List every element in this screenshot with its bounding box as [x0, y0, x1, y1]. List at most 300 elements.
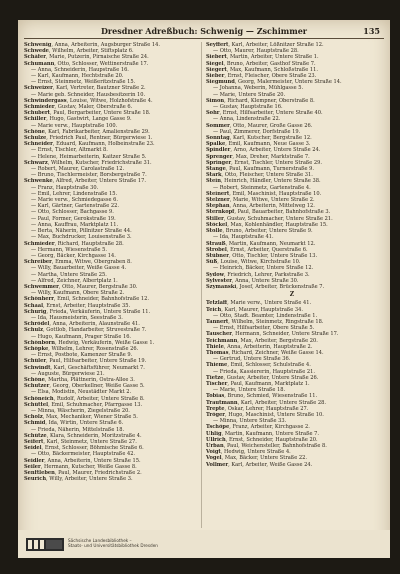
entry-details: Paul, Hilfsarbeiter, Untere Straße 19.: [49, 358, 147, 365]
directory-entry: Thiele, Anna, Arbeiterin, Hauptstraße 2.: [206, 343, 313, 350]
entry-surname: Stein: [206, 178, 221, 185]
entry-details: — Emil, Lehrer, Lindenstraße 15.: [31, 190, 118, 197]
entry-details: — Marie, Untere Straße 20.: [213, 91, 286, 98]
entry-details: Louise, Witwe, Kirchstraße 10.: [220, 259, 301, 266]
entry-details: Ernst, Fleischer, Obere Straße 23.: [227, 73, 317, 80]
entry-details: — Robert, Steinmetz, Gartenstraße 4.: [213, 184, 311, 191]
entry-details: — Ida, Hauptstraße 41.: [213, 234, 274, 241]
entry-surname: Senftleben: [24, 470, 55, 477]
directory-entry: Stiller, Gustav, Schuhmacher, Untere Straße 21.: [206, 215, 333, 222]
entry-surname: Strobel: [206, 246, 227, 253]
entry-details: — Ernst, Hilfsarbeiter, Obere Straße 5.: [213, 325, 315, 332]
entry-surname: Seiler: [24, 463, 41, 470]
directory-entry: Schüttel, Emil, Schuhmacher, Pfarrgasse 13.: [24, 401, 143, 408]
directory-entry: Stöckel, Max, Kohlenhändler, Hauptstraße 15.: [206, 221, 328, 228]
footer-lines: [68, 538, 158, 548]
directory-entry: Sternkopf, Paul, Bauarbeiter, Bahnhofstraße 3.: [206, 209, 331, 216]
entry-surname: Sprenger: [206, 153, 233, 160]
entry-details: Georg, Oberkellner, Weiße Gasse 5.: [52, 383, 145, 390]
entry-surname: Seidel: [24, 445, 42, 452]
page-header: [18, 26, 390, 38]
entry-surname: Ullrich: [206, 436, 226, 443]
directory-entry: Sommer, Otto, Maurer, Große Gasse 26.: [206, 122, 313, 129]
page-number: 135: [363, 26, 380, 36]
directory-entry: Schmid, Ida, Wirtin, Untere Straße 6.: [24, 420, 124, 427]
entry-details: Georg, Malermeister, Untere Straße 14.: [238, 79, 342, 86]
entry-surname: Springer: [206, 159, 232, 166]
entry-surname: Stark: [206, 172, 222, 179]
entry-surname: Thomas: [206, 349, 229, 356]
directory-entry: Strauß, Martin, Kaufmann, Neumarkt 12.: [206, 240, 316, 247]
entry-details: — Robert, Maurer, Carolastraße 12.: [31, 166, 125, 173]
directory-entry: Trautmann, Karl, Arbeiter, Untere Straße 28.: [206, 399, 326, 406]
directory-entry: Teich, Karl, Maurer, Hauptstraße 34.: [206, 306, 304, 313]
entry-details: Paul, Kaufmann, Marktplatz 1.: [230, 380, 310, 387]
entry-details: — Max, Buchdrucker, Louisenstraße 3.: [31, 234, 132, 241]
directory-entry: Schönherr, Emil, Schneider, Bahnhofstraße 12.: [24, 296, 149, 303]
entry-details: — Marie verw., Schmiedegasse 6.: [31, 197, 118, 204]
directory-entry: Stein, Heinrich, Händler, Untere Straße 38.: [206, 178, 321, 185]
entry-surname: Schiller: [24, 116, 47, 123]
entry-details: — Minna, Wäscherin, Ziegelstraße 20.: [31, 407, 130, 414]
entry-details: Wilhelm, Arbeiter, Stiftsplatz 6.: [52, 48, 134, 55]
entry-details: Hedwig, Untere Straße 4.: [223, 449, 291, 456]
entry-details: Hermann, Schneider, Untere Straße 17.: [235, 331, 339, 338]
entry-details: Gottlob, Handarbeiter, Struvestraße 7.: [46, 327, 147, 334]
directory-entry: Schrödel, Anna, Arbeiterin, Alaunstraße 41.: [24, 321, 140, 328]
entry-surname: Sommer: [206, 122, 230, 129]
directory-entry: Schäfer, Marie, Putzerin, Pirnaische Straße 24.: [24, 54, 149, 61]
entry-details: Frieda, Verkäuferin, Untere Straße 11.: [49, 308, 151, 315]
entry-details: Karl, Geschäftsführer, Neumarkt 7.: [53, 364, 145, 371]
entry-details: Emil, Schuhmacher, Pfarrgasse 13.: [51, 401, 143, 408]
entry-details: — Helene, Heimarbeiterin, Kaitzer Straße 5.: [31, 153, 147, 160]
entry-details: — Elsa, Modistin, Neustädter Markt 2.: [31, 389, 132, 396]
right-column: [206, 42, 378, 468]
entry-surname: Schweizer: [24, 85, 53, 92]
directory-entry: Schwenke, Alfred, Arbeiter, Untere Straße 17.: [24, 178, 147, 185]
entry-details: Karl, Steinmetz, Untere Straße 27.: [46, 439, 137, 445]
entry-details: Hugo, Gastwirt, Lange Gasse 9.: [49, 116, 132, 123]
directory-entry: Thieme, Emil, Schlosser, Schulstraße 4.: [206, 362, 311, 369]
entry-details: — Bruno, Tischlermeister, Borsbergstraße 7.: [31, 172, 147, 179]
entry-surname: Schöne: [24, 128, 45, 135]
directory-entry: Spalke, Emil, Kaufmann, Neue Gasse 3.: [206, 141, 311, 148]
entry-details: Marie verw., Untere Straße 41.: [230, 300, 312, 307]
entry-details: Karl, Arbeiter, Weiße Gasse 24.: [231, 461, 313, 468]
entry-surname: Süß: [206, 259, 218, 266]
entry-details: — Marie geb. Schneider, Hausbesitzerin 10.: [31, 91, 146, 98]
directory-entry: Schweizer, Karl, Vertreter, Bautzner Straße 2.: [24, 85, 146, 92]
entry-surname: Trepte: [206, 405, 225, 412]
entry-details: — Anna, Kauffrau, Marktplatz 11.: [31, 221, 119, 228]
directory-entry: Tröger, Hugo, Maschinist, Untere Straße 10.: [206, 411, 324, 418]
entry-surname: Schäfer: [24, 54, 46, 61]
directory-entry: Seidel, Ernst, Schlosser, Böhmische Straße 6.: [24, 445, 144, 452]
entry-details: Martin, Kaufmann, Untere Straße 7.: [224, 430, 319, 437]
directory-entry: Schubert, Paul, Bergarbeiter, Untere Straße 18.: [24, 110, 151, 117]
entry-surname: Schönherr: [24, 296, 54, 303]
entry-details: Otto, Maurer, Bergstraße 30.: [62, 283, 138, 290]
directory-entry: Simon, Richard, Klempner, Oberstraße 8.: [206, 97, 315, 104]
entry-details: Anna, Arbeiterin, Mittelweg 12.: [232, 203, 315, 210]
directory-entry: Schaal, Ernst, Arbeiter, Hauptstraße 35.: [24, 302, 131, 309]
entry-details: Max, Bäcker, Untere Straße 22.: [224, 455, 307, 462]
directory-entry: Schwenig, Anna, Arbeiterin, Augsburger Straße 14.: [24, 42, 161, 48]
directory-entry: Schöpke, Wilhelm, Lehrer, Rosenstraße 26.: [24, 345, 139, 352]
entry-surname: Sieber: [206, 73, 225, 80]
directory-entry: Schulze, Friedrich Paul, Rentner, Bürgerwiese 1.: [24, 135, 153, 142]
entry-details: Emil, Schlosser, Schulstraße 4.: [230, 362, 311, 369]
entry-details: Louise, Witwe, Holzhofstraße 4.: [69, 97, 153, 104]
entry-surname: Schwenig: [24, 42, 52, 48]
entry-details: Hermann, Kutscher, Weiße Gasse 8.: [43, 463, 137, 470]
entry-surname: Sohr: [206, 110, 220, 117]
entry-surname: Tauscher: [206, 331, 232, 338]
directory-entry: Uhlig, Martin, Kaufmann, Untere Straße 7.: [206, 430, 319, 437]
directory-entry: Schulz, Gottlob, Handarbeiter, Struvestraße 7.: [24, 327, 147, 334]
entry-details: — Paul, Zimmerer, Dorfstraße 19.: [213, 128, 301, 135]
directory-entry: Schumann, Otto, Schlosser, Wettinerstraße 17.: [24, 60, 149, 67]
entry-surname: Szymanski: [206, 283, 237, 290]
directory-entry: Schütze, Klara, Schneiderin, Moritzstraße 4.: [24, 432, 142, 439]
directory-entry: Stark, Otto, Fleischer, Untere Straße 31.: [206, 172, 313, 179]
directory-entry: Strobel, Ernst, Arbeiter, Querstraße 6.: [206, 246, 308, 253]
directory-entry: Tobias, Bruno, Schmied, Wiesenstraße 11.: [206, 393, 318, 400]
directory-entry: Scholz, Max, Mechaniker, Wiener Straße 5.: [24, 414, 138, 421]
entry-details: — Hermann, Wiesenstraße 5.: [31, 246, 107, 253]
entry-surname: Schumann: [24, 60, 55, 67]
entry-surname: Seyffert: [206, 42, 229, 48]
entry-surname: Schüttel: [24, 401, 49, 408]
entry-details: — Willy, Bauarbeiter, Weiße Gasse 4.: [31, 265, 127, 272]
directory-entry: Siegert, Max, Kaufmann, Schloßstraße 11.: [206, 66, 318, 73]
directory-entry: Tschöpe, Franz, Arbeiter, Kirchgasse 2.: [206, 424, 310, 431]
entry-surname: Schwede: [24, 48, 49, 55]
entry-details: Anna, Arbeiterin, Alaunstraße 41.: [52, 321, 140, 328]
directory-entry: Trepte, Oskar, Lehrer, Hauptstraße 27.: [206, 405, 309, 412]
entry-surname: Schneider: [24, 141, 53, 148]
entry-details: Ernst, Schlosser, Böhmische Straße 6.: [44, 445, 144, 452]
entry-details: Ernst, Hilfsarbeiter, Untere Straße 40.: [222, 110, 323, 117]
entry-surname: Schreiber: [24, 259, 52, 266]
entry-details: Otto, Tischler, Untere Straße 13.: [232, 252, 318, 259]
entry-details: — Anna, Lindenstraße 22.: [213, 116, 281, 123]
entry-details: Friedrich Paul, Rentner, Bürgerwiese 1.: [49, 135, 153, 142]
entry-details: Emil, Maschinist, Hauptstraße 10.: [232, 190, 322, 197]
entry-details: Paul, Bauarbeiter, Bahnhofstraße 3.: [237, 209, 331, 216]
entry-surname: Stephan: [206, 203, 230, 210]
directory-entry: Stübner, Otto, Tischler, Untere Straße 13.: [206, 252, 318, 259]
directory-entry: Voigt, Hedwig, Untere Straße 4.: [206, 449, 291, 456]
column-divider: [201, 42, 202, 528]
entry-details: Gustav, Maler, Oberstraße 6.: [57, 104, 133, 111]
entry-details: — Gustav, Hauptstraße 16.: [213, 104, 283, 111]
entry-surname: Urban: [206, 443, 224, 449]
entry-surname: Schmieder: [24, 240, 55, 247]
directory-entry: Vogel, Max, Bäcker, Untere Straße 22.: [206, 455, 307, 462]
entry-surname: Tetzlaff: [206, 300, 228, 307]
directory-entry: Schwede, Wilhelm, Arbeiter, Stiftsplatz 6.: [24, 48, 134, 55]
entry-details: Paul, Kaufmann, Turnerstraße 9.: [229, 166, 315, 173]
entry-surname: Stelzner: [206, 197, 230, 204]
slub-logo: [26, 538, 64, 551]
entry-details: Martha, Plättnerin, Ostra-Allee 3.: [48, 376, 135, 383]
entry-details: — Karl, Kaufmann, Hechtstraße 20.: [31, 73, 124, 80]
entry-details: Karl, Maurer, Hauptstraße 34.: [224, 306, 304, 313]
entry-details: Max, Kaufmann, Schloßstraße 11.: [229, 66, 318, 73]
entry-surname: Stiller: [206, 215, 224, 222]
entry-surname: Schöne: [24, 376, 45, 383]
entry-details: Max, Kohlenhändler, Hauptstraße 15.: [230, 221, 328, 228]
entry-details: Karl, Kutscher, Bergstraße 12.: [232, 135, 312, 142]
directory-entry: Stolle, Bruno, Arbeiter, Untere Straße 9.: [206, 228, 313, 235]
directory-entry: Schwarz, Wilhelm, Kutscher, Friedrichstraße 31.: [24, 159, 152, 166]
directory-entry: Schöneich, Rudolf, Arbeiter, Untere Straße 8.: [24, 395, 145, 402]
entry-details: Oskar, Lehrer, Hauptstraße 27.: [227, 405, 309, 412]
entry-details: — Paul, Former, Gerokstraße 19.: [31, 215, 116, 222]
entry-details: Max, Mechaniker, Wiener Straße 5.: [45, 414, 138, 421]
entry-surname: Schutzer: [24, 383, 50, 390]
directory-entry: Siebert, Martin, Arbeiter, Untere Straße 1.: [206, 54, 319, 61]
directory-entry: Schönborn, Hedwig, Verkäuferin, Weiße Gasse 1.: [24, 339, 155, 346]
entry-details: — Anna, Schneiderin, Haupstraße 16.: [31, 66, 129, 73]
entry-details: — Ernst, Tischler, Altmarkt 8.: [31, 147, 108, 154]
directory-entry: Seyffert, Karl, Arbeiter, Lößnitzer Straße 12.: [206, 42, 324, 48]
entry-surname: Tietze: [206, 374, 224, 381]
entry-details: Bruno, Arbeiter, Untere Straße 9.: [225, 228, 313, 235]
entry-surname: Spindler: [206, 147, 231, 154]
entry-details: — Berta, Näherin, Pillnitzer Straße 44.: [31, 228, 132, 235]
entry-details: Franz, Arbeiter, Kirchgasse 2.: [232, 424, 310, 431]
entry-details: Ernst, Arbeiter, Querstraße 6.: [230, 246, 308, 253]
entry-surname: Schulz: [24, 327, 44, 334]
directory-entry: Seiler, Hermann, Kutscher, Weiße Gasse 8.: [24, 463, 137, 470]
directory-entry: Teichmann, Max, Arbeiter, Bergstraße 20.: [206, 337, 318, 344]
library-footer: [18, 530, 390, 558]
entry-surname: Siegert: [206, 66, 227, 73]
entry-surname: Seifert: [24, 439, 44, 445]
directory-entry: Siegel, Bruno, Arbeiter, Gasthof Straße 7.: [206, 60, 316, 67]
entry-details: Wilhelm, Lehrer, Rosenstraße 26.: [51, 345, 139, 352]
entry-surname: Tschöpe: [206, 424, 230, 431]
entry-surname: Spalke: [206, 141, 226, 148]
directory-entry: Siegmund, Georg, Malermeister, Untere Straße 14.: [206, 79, 342, 86]
directory-entry: Sieber, Ernst, Fleischer, Obere Straße 23.: [206, 73, 317, 80]
entry-details: Klara, Schneiderin, Moritzstraße 4.: [49, 432, 142, 439]
entry-details: Wilhelm, Kutscher, Friedrichstraße 31.: [51, 159, 152, 166]
directory-entry: Seurich, Willy, Arbeiter, Untere Straße 3.: [24, 476, 133, 483]
entry-surname: Thieme: [206, 362, 228, 369]
directory-entry: Tauscher, Hermann, Schneider, Untere Straße 17.: [206, 331, 339, 338]
entry-surname: Sternkopf: [206, 209, 235, 216]
entry-details: Emil, Schneider, Bahnhofstraße 12.: [57, 296, 149, 303]
entry-details: Willy, Arbeiter, Untere Straße 3.: [49, 476, 133, 483]
entry-surname: Sydow: [206, 271, 224, 278]
directory-entry: Spindler, Arno, Arbeiter, Untere Straße 24.: [206, 147, 321, 154]
entry-surname: Schubert: [24, 110, 51, 117]
entry-details: Otto, Schlosser, Wettinerstraße 17.: [57, 60, 149, 67]
entry-surname: Schaal: [24, 302, 44, 309]
entry-details: Paul, Weichensteller, Bahnhofstraße 8.: [226, 443, 327, 449]
entry-details: Arno, Arbeiter, Untere Straße 24.: [233, 147, 321, 154]
entry-details: — Frieda, Kassiererin, Hauptstraße 21.: [213, 368, 315, 375]
directory-entry: Sylvester, Anna, Untere Straße 30.: [206, 277, 299, 284]
entry-surname: Schmid: [24, 420, 46, 427]
entry-details: — Otto, Bäckermeister, Hauptstraße 42.: [31, 451, 136, 458]
directory-entry: Süß, Louise, Witwe, Kirchstraße 10.: [206, 259, 301, 266]
entry-surname: Schwarz: [24, 159, 48, 166]
entry-surname: Seidler: [24, 457, 45, 464]
directory-entry: Stange, Paul, Kaufmann, Turnerstraße 9.: [206, 166, 315, 173]
entry-surname: Schöneich: [24, 395, 54, 402]
directory-entry: Ullrich, Ernst, Schneider, Hauptstraße 20.: [206, 436, 318, 443]
directory-entry: Schneider, Eduard, Kaufmann, Holbeinstraße 23.: [24, 141, 155, 148]
entry-details: — Auguste, Bürgerwiese 21.: [31, 370, 105, 377]
directory-entry: Schwemmer, Otto, Maurer, Bergstraße 30.: [24, 283, 138, 290]
directory-entry: Schmieder, Richard, Hauptstraße 28.: [24, 240, 124, 247]
entry-details: — Ernst, Postbote, Kamenzer Straße 9.: [31, 352, 133, 359]
entry-details: Hugo, Maschinist, Untere Straße 10.: [228, 411, 324, 418]
entry-surname: Siegel: [206, 60, 224, 67]
entry-details: — Otto, Stadt. Beamter, Lindenstraße 1.: [213, 312, 318, 319]
entry-details: Bruno, Schmied, Wiesenstraße 11.: [227, 393, 318, 400]
directory-entry: Schutzer, Georg, Oberkellner, Weiße Gasse 5.: [24, 383, 145, 390]
entry-details: — Marie verw., Hauptstraße 100.: [31, 122, 118, 129]
entry-details: — Johanna, Weberin, Mühlgasse 5.: [213, 85, 304, 92]
entry-details: — Ida, Hausmeisterin, Seestraße 3.: [31, 314, 123, 321]
entry-surname: Stöckel: [206, 221, 228, 228]
directory-entry: Thomas, Richard, Zeichner, Weiße Gasse 14.: [206, 349, 324, 356]
directory-entry: Sohr, Ernst, Hilfsarbeiter, Untere Straße 40.: [206, 110, 323, 117]
entry-surname: Steinert: [206, 190, 230, 197]
entry-details: Anna, Arbeiterin, Untere Straße 15.: [47, 457, 141, 464]
entry-details: — Hugo, Kaufmann, Prager Straße 16.: [31, 333, 132, 340]
directory-entry: Schurig, Frieda, Verkäuferin, Untere Straße 11.: [24, 308, 151, 315]
entry-details: Karl, Arbeiter, Lößnitzer Straße 12.: [231, 42, 324, 48]
entry-surname: Stange: [206, 166, 226, 173]
directory-page: [18, 20, 390, 558]
entry-surname: Strauß: [206, 240, 226, 247]
left-column: [24, 42, 196, 482]
entry-details: Emma, Witwe, Obergraben 8.: [55, 259, 132, 266]
entry-surname: Schüler: [24, 358, 47, 365]
directory-entry: Stephan, Anna, Arbeiterin, Mittelweg 12.: [206, 203, 315, 210]
entry-surname: Voigt: [206, 449, 221, 456]
entry-details: Richard, Klempner, Oberstraße 8.: [227, 97, 315, 104]
entry-details: Rudolf, Arbeiter, Untere Straße 8.: [56, 395, 145, 402]
header-rule: [24, 38, 384, 39]
directory-entry: Schmieder, Gustav, Maler, Oberstraße 6.: [24, 104, 133, 111]
directory-entry: Seidler, Anna, Arbeiterin, Untere Straße 15.: [24, 457, 141, 464]
entry-details: Ida, Wirtin, Untere Straße 6.: [48, 420, 124, 427]
entry-details: Richard, Zeichner, Weiße Gasse 14.: [231, 349, 324, 356]
directory-entry: Stelzner, Marie, Witwe, Untere Straße 2.: [206, 197, 315, 204]
entry-surname: Schmieder: [24, 104, 55, 111]
entry-details: Marie, Putzerin, Pirnaische Straße 24.: [49, 54, 149, 61]
entry-surname: Sylvester: [206, 277, 232, 284]
footer-line: Staats- und Universitätsbibliothek Dresden: [68, 543, 158, 548]
entry-details: Alfred, Arbeiter, Untere Straße 17.: [55, 178, 147, 185]
footer-line: Sächsische Landesbibliothek –: [68, 538, 132, 543]
entry-surname: Schurig: [24, 308, 47, 315]
entry-surname: Vollmer: [206, 461, 229, 468]
entry-details: Karl, Fabrikarbeiter, Amalienstraße 29.: [48, 128, 150, 135]
directory-entry: Schwindt, Karl, Geschäftsführer, Neumarkt 7.: [24, 364, 145, 371]
entry-details: — Otto, Maurer, Hauptstraße 28.: [213, 48, 299, 55]
entry-details: Max, Arbeiter, Bergstraße 20.: [240, 337, 318, 344]
entry-details: Paul, Bergarbeiter, Untere Straße 18.: [53, 110, 151, 117]
entry-details: — Otto, Schlosser, Bachgasse 9.: [31, 209, 114, 216]
entry-details: Gustav, Schuhmacher, Untere Straße 21.: [227, 215, 333, 222]
entry-details: Otto, Fleischer, Untere Straße 31.: [224, 172, 313, 179]
entry-surname: Siebert: [206, 54, 227, 61]
directory-entry: Tetzlaff, Marie verw., Untere Straße 41.: [206, 300, 312, 307]
entry-details: — Minna, Untere Straße 33.: [213, 418, 287, 425]
directory-entry: Sprenger, Max, Dreher, Marktstraße 7.: [206, 153, 310, 160]
entry-surname: Tröger: [206, 411, 225, 418]
entry-surname: Schönborn: [24, 339, 55, 346]
page-title: Dresdner Adreßbuch: Schwenig — Zschimmer: [100, 26, 308, 36]
entry-details: Ernst, Tischler, Untere Straße 29.: [234, 159, 323, 166]
entry-surname: Schwemmer: [24, 283, 59, 290]
entry-details: Karl, Arbeiter, Untere Straße 28.: [240, 399, 326, 406]
entry-surname: Schwindt: [24, 364, 51, 371]
entry-details: — Karl, Gärtner, Gartenstraße 22.: [31, 203, 120, 210]
entry-details: Anna, Untere Straße 30.: [235, 277, 299, 284]
entry-details: Richard, Hauptstraße 28.: [57, 240, 124, 247]
entry-surname: Schwindergass: [24, 97, 67, 104]
directory-entry: Schöne, Karl, Fabrikarbeiter, Amalienstraße 29.: [24, 128, 150, 135]
entry-surname: Siegmund: [206, 79, 235, 86]
entry-details: — Georg, Bäcker, Kirchgasse 14.: [31, 252, 116, 259]
directory-entry: Schiller, Hugo, Gastwirt, Lange Gasse 9.: [24, 116, 132, 123]
entry-surname: Tannert: [206, 318, 229, 325]
entry-surname: Schöpke: [24, 345, 49, 352]
directory-entry: Steinert, Emil, Maschinist, Hauptstraße 10.: [206, 190, 322, 197]
entry-surname: Vogel: [206, 455, 222, 462]
directory-entry: Springer, Ernst, Tischler, Untere Straße 29.: [206, 159, 323, 166]
directory-entry: Schöne, Martha, Plättnerin, Ostra-Allee 3.: [24, 376, 135, 383]
directory-entry: Urban, Paul, Weichensteller, Bahnhofstraße 8.: [206, 443, 327, 449]
entry-details: Josef, Arbeiter, Brückenstraße 7.: [239, 283, 325, 290]
entry-details: Wilhelm, Steinmetz, Ringstraße 18.: [231, 318, 324, 325]
directory-entry: Tischer, Paul, Kaufmann, Marktplatz 1.: [206, 380, 310, 387]
entry-surname: Schrödel: [24, 321, 50, 328]
entry-details: Otto, Maurer, Große Gasse 26.: [233, 122, 313, 129]
entry-surname: Schütze: [24, 432, 47, 439]
entry-details: — Ernst, Steinmetz, Weißeritzstraße 15.: [31, 79, 136, 86]
entry-details: Friedrich, Lehrer, Parkstraße 3.: [227, 271, 310, 278]
entry-surname: Simon: [206, 97, 225, 104]
entry-surname: Trautmann: [206, 399, 238, 406]
entry-surname: Uhlig: [206, 430, 222, 437]
entry-details: Anna, Arbeiterin, Augsburger Straße 14.: [54, 42, 161, 48]
entry-surname: Tobias: [206, 393, 225, 400]
directory-entry: Sydow, Friedrich, Lehrer, Parkstraße 3.: [206, 271, 310, 278]
entry-surname: Seurich: [24, 476, 47, 483]
entry-details: Martin, Arbeiter, Untere Straße 1.: [229, 54, 319, 61]
entry-details: — Alfred, Zeichner, Albertplatz 1.: [31, 277, 118, 284]
entry-surname: Scholz: [24, 414, 43, 421]
entry-details: — Frieda, Näherin, Mittelstraße 18.: [31, 426, 125, 433]
directory-entry: Schreiber, Emma, Witwe, Obergraben 8.: [24, 259, 132, 266]
entry-details: Martin, Kaufmann, Neumarkt 12.: [228, 240, 316, 247]
entry-details: Marie, Witwe, Untere Straße 2.: [232, 197, 315, 204]
entry-details: Paul, Maurer, Friedrichstraße 2.: [58, 470, 142, 477]
entry-details: — Marie, Untere Straße 18.: [213, 387, 286, 394]
entry-details: — Willy, Kaufmann, Obere Straße 2.: [31, 290, 125, 297]
